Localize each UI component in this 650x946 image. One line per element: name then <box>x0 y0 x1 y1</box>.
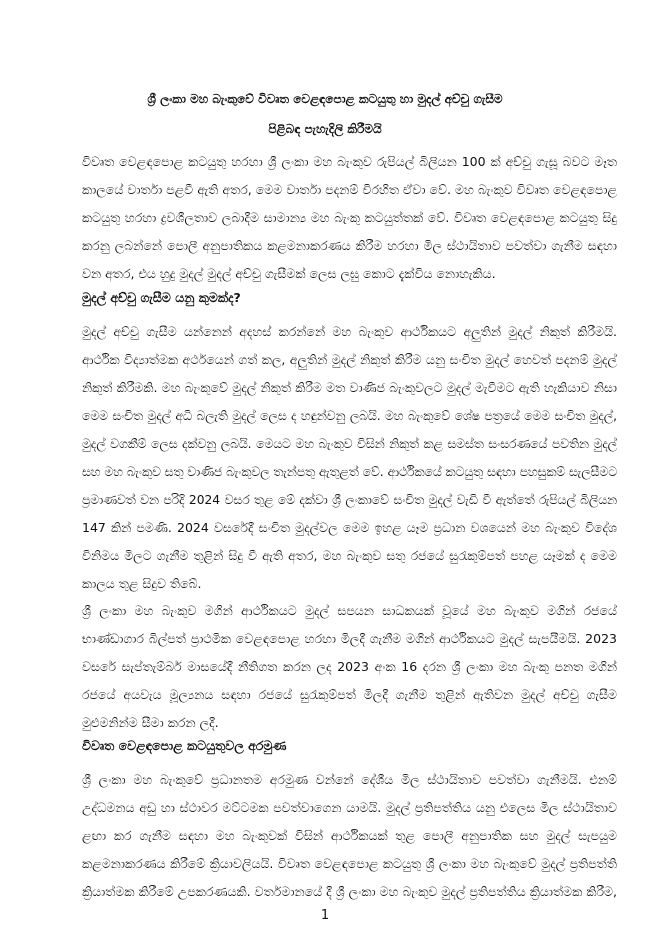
text-line: ශ්‍රී ලංකා මහ බැංකුවේ ප්‍රධානතම අරමුණ වන්නේ දේශීය මිල ස්ථායිතාව පවත්වා ගැනීමයි. එනම් <box>82 772 617 787</box>
text-line: වන අතර, එය හුදු මුදල් මුදල් අච්චු ගැසීමක් ලෙස ලඝු කොට දැක්විය නොහැකිය. <box>82 266 496 281</box>
text-line: සහ මහ බැංකුව සතු වාණිජ බැංකුවල තැන්පතු ඇතුළත් වේ. ආර්ථිකයේ කටයුතු සඳහා පහසුකම් සැලසීමට <box>82 465 617 479</box>
text-line: ළඟා කර ගැනීම සඳහා මහ බැංකුවක් විසින් ආර්ථිකයක් තුළ පොලී අනුපාතික සහ මුදල් සැපයුම <box>82 828 617 843</box>
paragraph-money-printing <box>82 318 617 598</box>
text-line: කාලය තුළ සිදුව තිබේ. <box>82 576 202 591</box>
page-number: 1 <box>320 908 330 923</box>
text-line: නිකුත් කිරීමකි. මහ බැංකුවේ මුදල් නිකුත් කිරීම මත වාණිජ බැංකුවලට මුදල් මැවීමට ඇති හැකියාව නිසා <box>82 380 617 395</box>
paragraph-treasury-bills <box>82 597 617 737</box>
text-line: 147 කින් පමණි. 2024 වසරේදී සංචිත මුදල්වල මෙම ඉහළ යෑම ප්‍රධාන වශයෙන් මහ බැංකුව විදේශ <box>82 520 617 535</box>
text-line: ප්‍රමාණවත් වන පරිදි 2024 වසර තුළ මේ දක්වා ශ්‍රී ලංකාවේ සංචිත මුදල් වැඩි වී ඇත්තේ රුපියල් බිලියන <box>82 493 617 507</box>
text-line: මුළුමනින්ම සීමා කරන ලදී. <box>82 715 219 730</box>
text-line: කරනු ලබන්නේ පොලී අනුපාතිකය කළමනාකරණය කිරීම හරහා මිල ස්ථායිතාව පවත්වා ගැනීම සඳහා <box>82 238 617 253</box>
section-heading-omo-objective: විවෘත වෙළඳපොළ කටයුතුවල අරමුණ <box>82 738 287 753</box>
text-line: ආර්ථික විද්‍යාත්මක අර්ථයෙන් ගත් කල, අලුතින් මුදල් නිකුත් කිරීම යනු සංචිත මුදල් හෙවත් පදනම් මුදල් <box>82 352 617 367</box>
text-line: කටයුතු හරහා ද්‍රවශීලතාව ලබාදීම සාමාන්‍ය මහ බැංකු කටයුත්තක් වේ. විවෘත වෙළඳපොළ කටයුතු සිදු <box>82 210 617 225</box>
text-line: කාලයේ වාර්තා පළවී ඇති අතර, මෙම වාර්තා පදනම් විරහිත ඒවා වේ. මහ බැංකුව විවෘත වෙළඳපොළ <box>82 182 617 197</box>
document-title-line-1: ශ්‍රී ලංකා මහ බැංකුවේ විවෘත වෙළඳපොළ කටයුතු හා මුදල් අච්චු ගැසීම <box>147 92 503 106</box>
section-heading-money-printing: මුදල් අච්චු ගැසීම යනු කුමක්ද? <box>82 290 241 305</box>
text-line: භාණ්ඩාගාර බිල්පත් ප්‍රාථමික වෙළඳපොළ හරහා මිලදී ගැනීම මගින් ආර්ථිකයට මුදල් සැපයීමයි. 2023 <box>82 631 617 646</box>
text-line: කළමනාකරණය කිරීමේ ක්‍රියාවලියයි. විවෘත වෙළඳපොළ කටයුතු ශ්‍රී ලංකා මහ බැංකුවේ මුදල් ප්‍රතිපත්ති <box>82 856 617 871</box>
paragraph-intro <box>82 148 617 288</box>
text-line: ශ්‍රී ලංකා මහ බැංකුව මගින් ආර්ථිකයට මුදල් සපයන සාධකයක් වූයේ මහ බැංකුව මගින් රජයේ <box>82 603 617 618</box>
text-line: වසරේ සැප්තැම්බර් මාසයේදී නීතිගත කරන ලද 2023 අංක 16 දරන ශ්‍රී ලංකා මහ බැංකු පනත මගින් <box>82 659 617 674</box>
text-line: විනිමය මිලට ගැනීම තුළින් සිදු වී ඇති අතර, මහ බැංකුව සතු රජයේ සුරැකුම්පත් පහළ යෑමක් ද මෙම <box>82 548 617 563</box>
text-line: මුදල් අච්චු ගැසීම යන්නෙන් අදහස් කරන්නේ මහ බැංකුව ආර්ථිකයට අලුතින් මුදල් නිකුත් කිරීමයි. <box>82 324 617 339</box>
document-title-line-2: පිළිබඳ පැහැදිලි කිරීමයි <box>268 122 382 136</box>
text-line: ක්‍රියාත්මක කිරීමේ උපකරණයකි. වර්තමානයේ දී ශ්‍රී ලංකා මහ බැංකුව මුදල් ප්‍රතිපත්තිය ක්‍රියාත්මක කිරීම, <box>82 884 617 899</box>
text-line: උද්ධමනය අඩු හා ස්ථාවර මට්ටමක පවත්වාගෙන යාමයි. මුදල් ප්‍රතිපත්තිය යනු එලෙස මිල ස්ථායිතාව <box>82 800 617 815</box>
text-line: මෙම සංචිත මුදල් අධි බලැති මුදල් ලෙස ද හඳුන්වනු ලබයි. මහ බැංකුවේ ශේෂ පත්‍රයේ මෙම සංචිත මුදල්, <box>82 409 617 423</box>
paragraph-omo-objective <box>82 766 617 906</box>
text-line: විවෘත වෙළඳපොළ කටයුතු හරහා ශ්‍රී ලංකා මහ බැංකුව රුපියල් බිලියන 100 ක් අච්චු ගැසූ බවට මෑත <box>82 154 617 169</box>
text-line: රජයේ අයවැය මූල්‍යනය සඳහා රජයේ සුරැකුම්පත් මිලදී ගැනීම තුළින් ඇතිවන මුදල් අච්චු ගැසීම <box>82 687 617 702</box>
text-line: මුදල් වගකීම් ලෙස දක්වනු ලබයි. මෙයට මහ බැංකුව විසින් නිකුත් කළ සමස්ත සංසරණයේ පවතින මුදල් <box>82 437 617 451</box>
